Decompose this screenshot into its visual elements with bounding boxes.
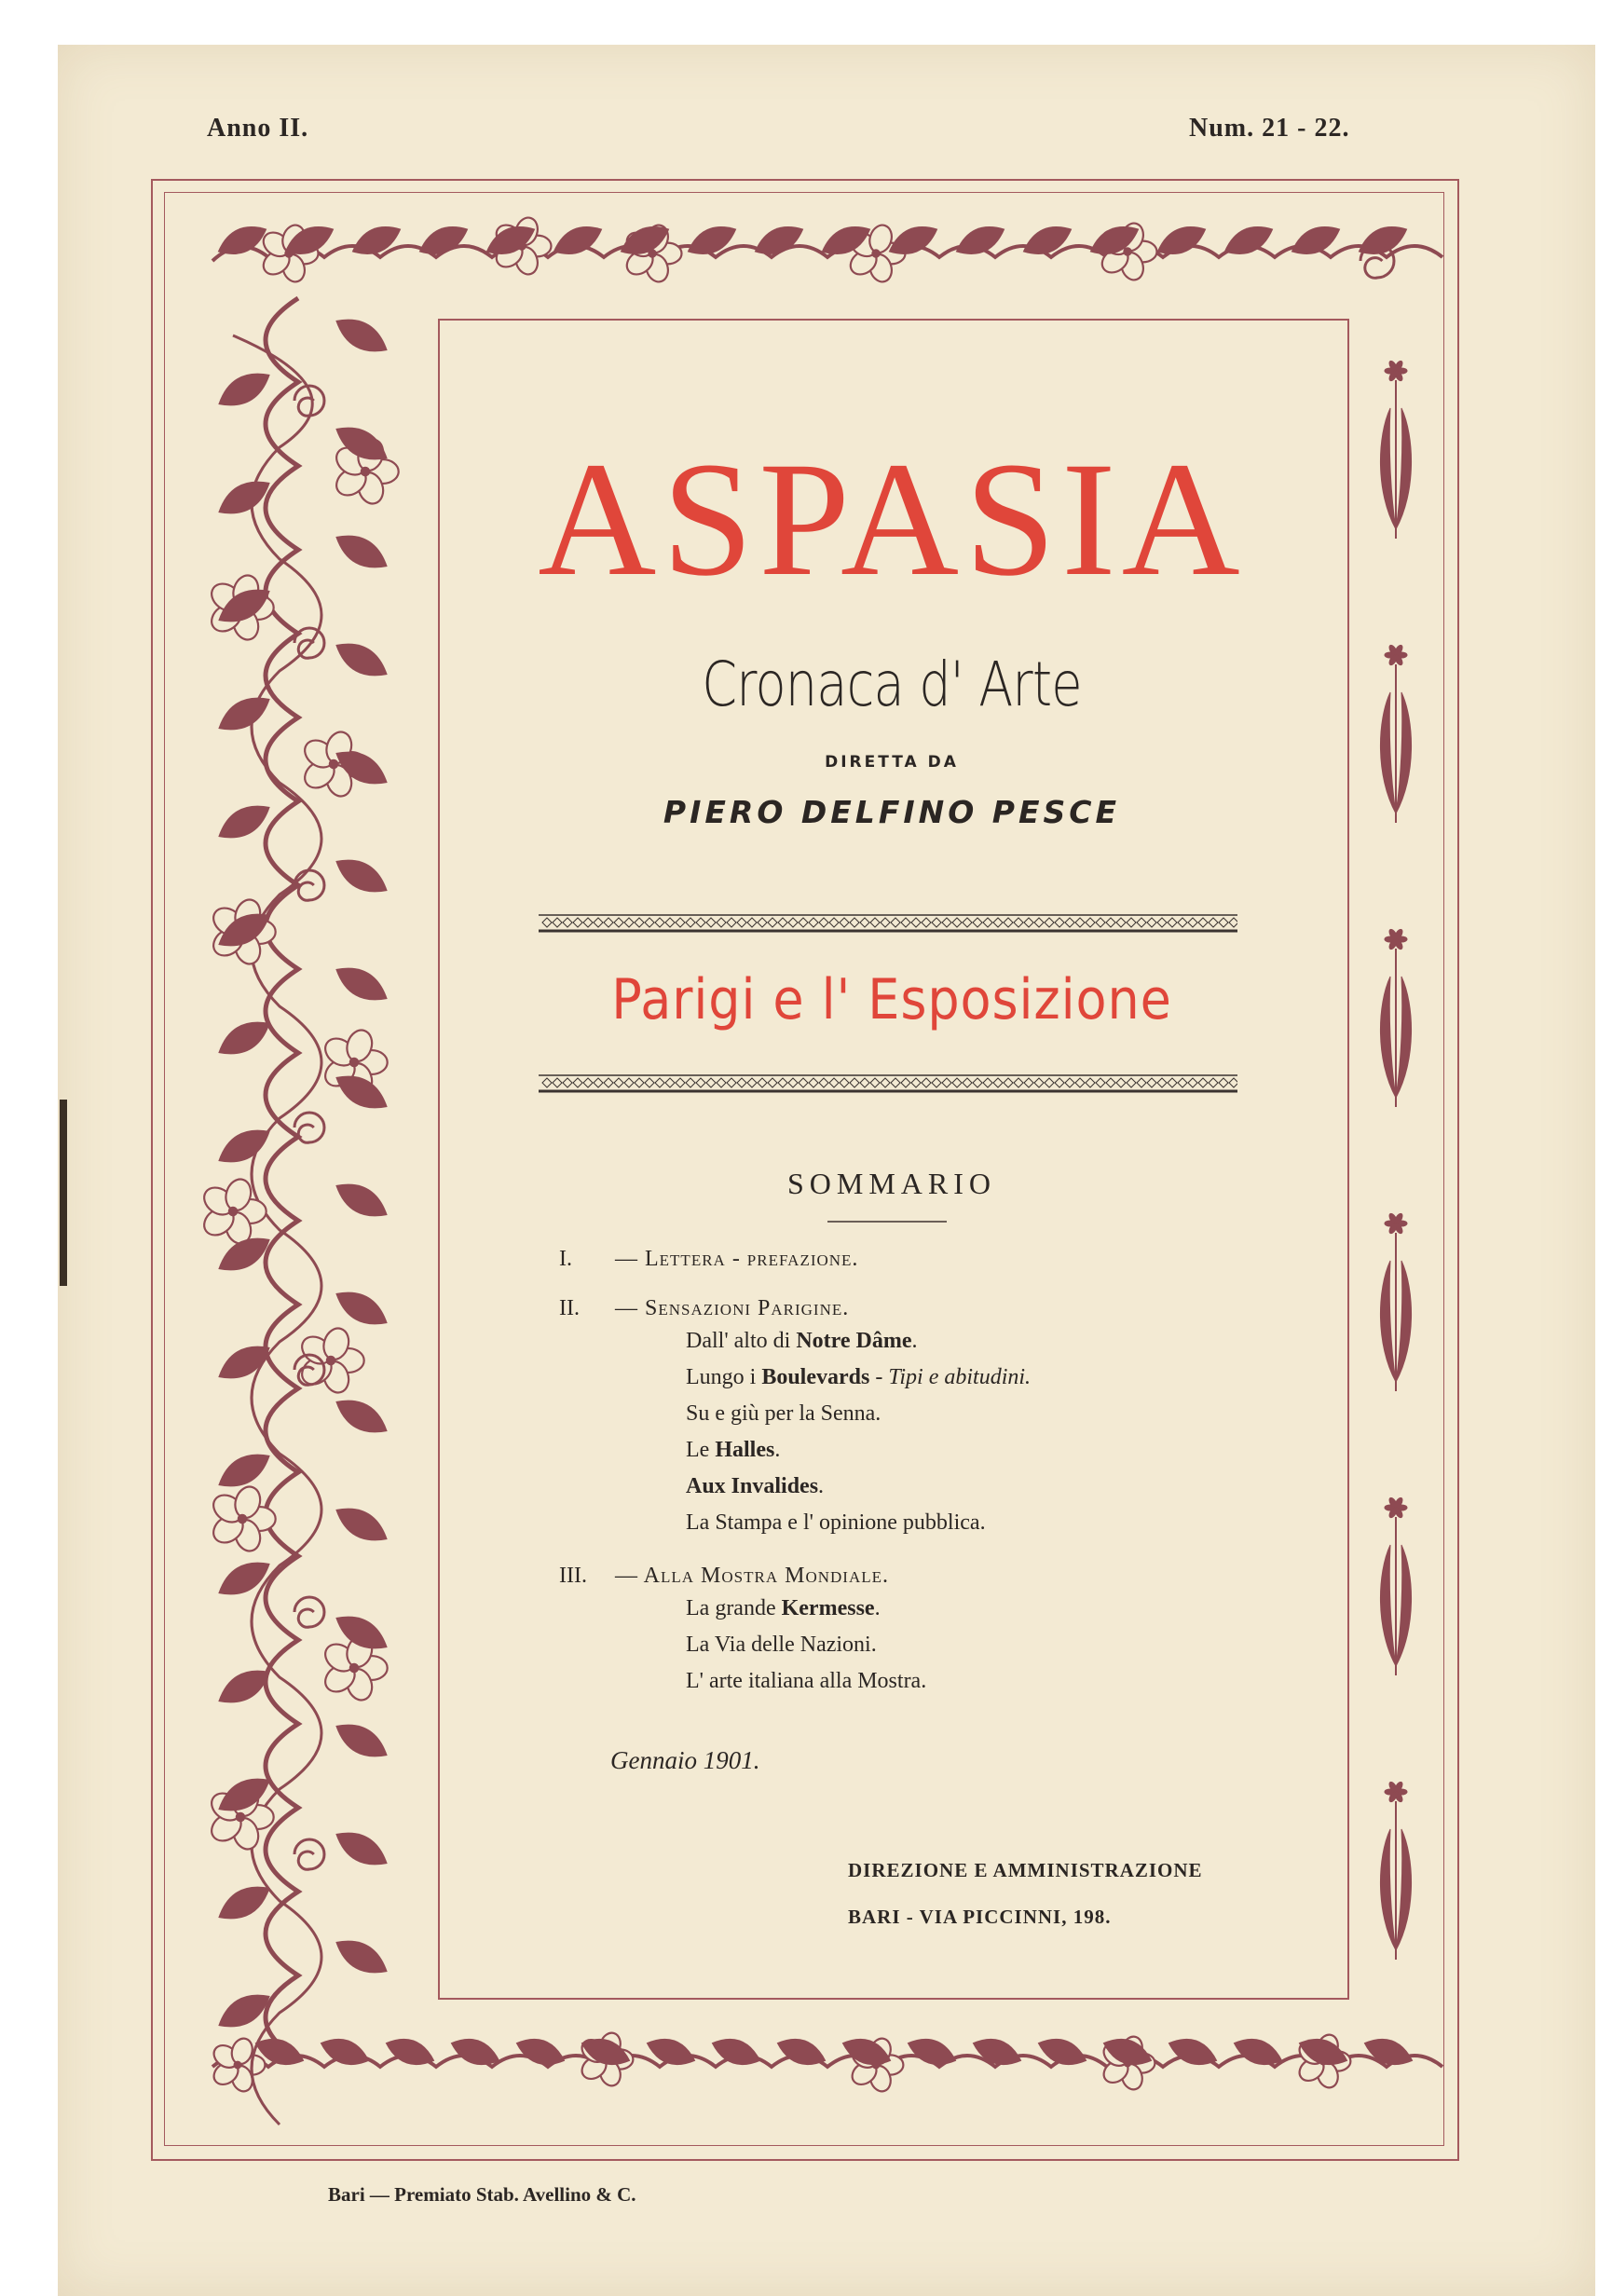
toc-entry-bold: Aux Invalides [686,1474,819,1498]
toc-entry-pre: La Via delle Nazioni. [686,1633,877,1657]
leaf-ornament [212,688,276,740]
leaf-ornament [329,1498,393,1551]
issue-number-label: Num. 21 - 22. [1189,114,1350,143]
toc-entry-pre: La Stampa e l' opinione pubblica. [686,1510,986,1535]
leaf-ornament [329,526,393,578]
toc-entry [686,1365,1031,1390]
leaf-ornament [329,309,393,362]
toc-entry-pre: La grande [686,1596,782,1620]
toc-entry-pre: L' arte italiana alla Mostra. [686,1669,927,1693]
toc-entry [686,1329,917,1354]
toc-entry [686,1596,881,1621]
summary-underline [827,1221,947,1223]
leaf-ornament [381,2031,439,2072]
leaf-ornament [329,958,393,1010]
administration-line-1: DIREZIONE E AMMINISTRAZIONE [848,1859,1203,1881]
toc-section-heading: — Sensazioni Parigine. [615,1296,850,1320]
edited-by-label: DIRETTA DA [825,753,959,772]
administration-block [848,1847,1203,1940]
flower-ornament [199,1176,266,1247]
printer-imprint: Bari — Premiato Stab. Avellino & C. [328,2183,636,2206]
leaf-ornament [548,218,608,263]
ornamental-rule-bottom [539,1073,1237,1094]
toc-entry-pre: Lungo i [686,1365,762,1389]
toc-section-numeral: I. [559,1247,572,1271]
flower-ornament [209,1483,276,1554]
toc-entry-post: . [911,1329,918,1353]
masthead-subtitle: Cronaca d' Arte [702,649,1082,720]
toc-entry-post: . [774,1438,781,1462]
leaf-ornament [329,1931,393,1983]
leaf-ornament [212,363,276,416]
toc-entry [686,1669,926,1694]
leaf-ornament [749,218,809,263]
toc-entry-ital: Tipi e abitudini. [888,1365,1032,1389]
leaf-ornament [512,2031,569,2072]
toc-entry-pre: Su e giù per la Senna. [686,1401,882,1426]
leaf-ornament [329,634,393,686]
leaf-ornament [329,1174,393,1226]
masthead-title: ASPASIA [538,429,1246,610]
leaf-ornament [329,1715,393,1767]
leaf-ornament [329,1390,393,1442]
toc-entry [686,1474,824,1499]
leaf-ornament [1286,218,1346,263]
toc-entry [686,1633,877,1658]
toc-section-numeral: II. [559,1296,580,1320]
year-label: Anno II. [207,114,309,143]
leaf-ornament [414,218,473,263]
toc-entry [686,1510,986,1536]
toc-entry-post: . [818,1474,825,1498]
leaf-ornament [772,2031,830,2072]
leaf-ornament [329,1823,393,1875]
toc-entry-post: - [869,1365,889,1389]
toc-entry-bold: Notre Dâme [796,1329,912,1353]
toc-entry [686,1438,780,1463]
leaf-ornament [1164,2031,1222,2072]
summary-heading: SOMMARIO [786,1167,997,1200]
leaf-ornament [950,218,1010,263]
issue-date: Gennaio 1901. [610,1746,760,1774]
leaf-ornament [329,850,393,902]
toc-entry-post: . [874,1596,881,1620]
issue-title: Parigi e l' Esposizione [611,967,1172,1032]
toc-entry-pre: Le [686,1438,716,1462]
toc-section-heading: — Lettera - prefazione. [615,1247,859,1271]
editor-name: PIERO DELFINO PESCE [663,794,1121,830]
leaf-ornament [1033,2031,1091,2072]
administration-line-2: BARI - VIA PICCINNI, 198. [848,1906,1112,1928]
leaf-ornament [903,2031,961,2072]
ornamental-rule-top [539,913,1237,934]
toc-entry-pre: Dall' alto di [686,1329,797,1353]
toc-section-heading: — Alla Mostra Mondiale. [615,1564,890,1588]
leaf-ornament [329,1282,393,1334]
leaf-ornament [642,2031,700,2072]
toc-entry-bold: Boulevards [761,1365,870,1389]
leaf-ornament [1219,218,1278,263]
toc-section-numeral: III. [559,1564,587,1588]
toc-entry [686,1401,881,1427]
toc-entry-bold: Kermesse [781,1596,875,1620]
toc-entry-bold: Halles [715,1438,775,1462]
